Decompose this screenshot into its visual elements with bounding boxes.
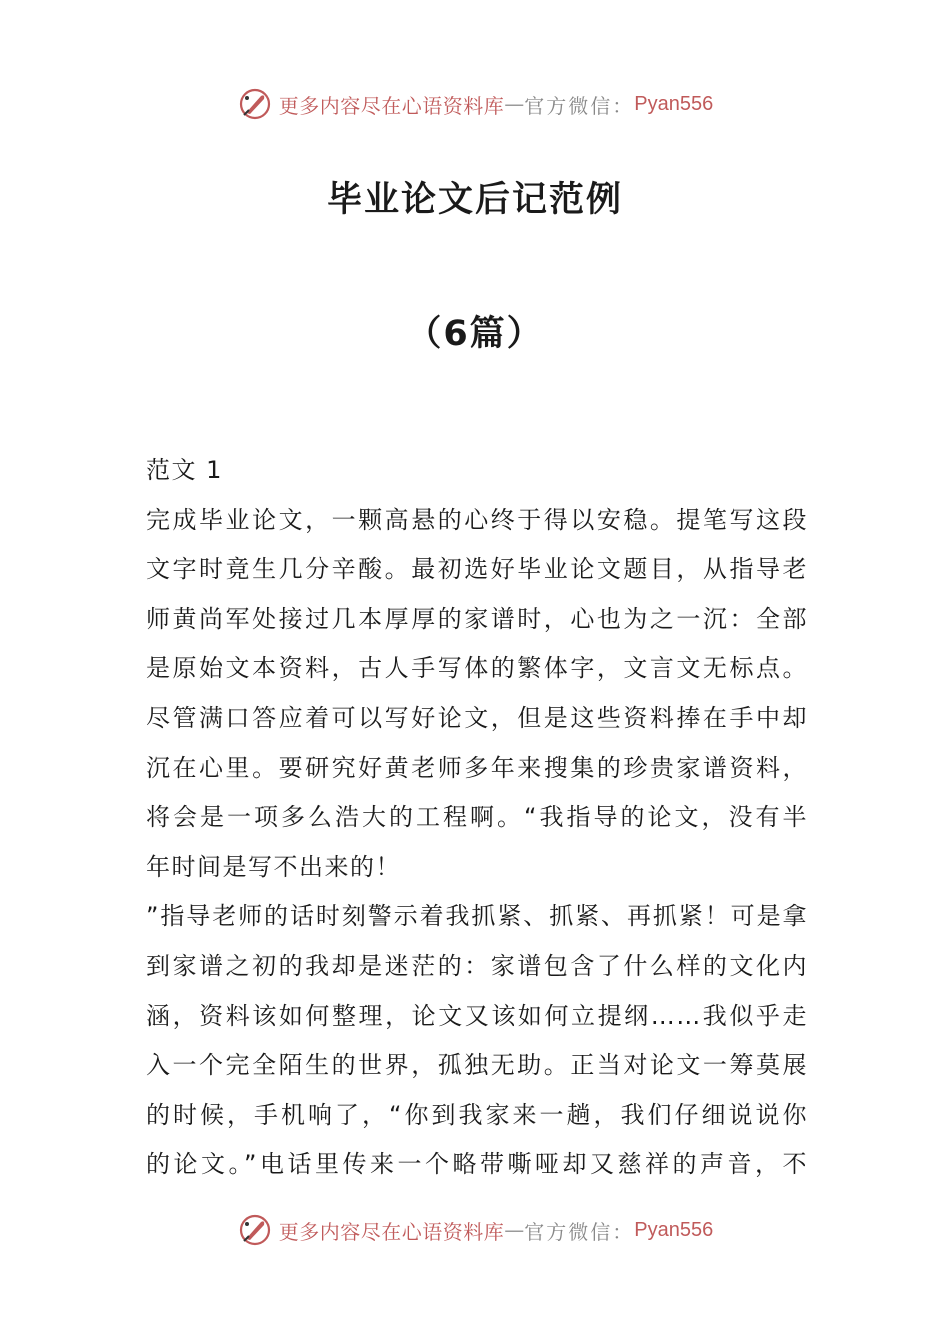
banner-wechat-label: 官方微信： — [524, 1219, 635, 1244]
body-line: 尽管满口答应着可以写好论文，但是这些资料捧在手中却 — [146, 703, 808, 732]
quill-pen-circle-icon — [237, 1212, 273, 1248]
banner-text: 更多内容尽在心语资料库 — [278, 1219, 505, 1244]
banner-wechat-id: Pyan556 — [634, 92, 714, 115]
quill-pen-circle-icon — [237, 86, 273, 122]
banner-separator: — — [504, 1218, 525, 1242]
document-subtitle: （6篇） — [406, 314, 544, 354]
body-line: 将会是一项多么浩大的工程啊。“我指导的论文，没有半 — [146, 803, 808, 832]
banner-wechat-label: 官方微信： — [524, 93, 635, 118]
body-line: 是原始文本资料，古人手写体的繁体字，文言文无标点。 — [146, 654, 808, 683]
body-line: 入一个完全陌生的世界，孤独无助。正当对论文一筹莫展 — [146, 1051, 808, 1080]
section-label: 范文 1 — [146, 456, 223, 484]
body-line: 涵，资料该如何整理，论文又该如何立提纲……我似乎走 — [146, 1001, 808, 1030]
footer-banner — [0, 1210, 950, 1250]
body-line: 的论文。”电话里传来一个略带嘶哑却又慈祥的声音，不 — [146, 1150, 808, 1179]
body-line: 的时候，手机响了，“你到我家来一趟，我们仔细说说你 — [146, 1100, 808, 1129]
body-line: 师黄尚军处接过几本厚厚的家谱时，心也为之一沉：全部 — [146, 604, 808, 633]
body-line: 年时间是写不出来的！ — [146, 852, 401, 881]
body-line: 完成毕业论文，一颗高悬的心终于得以安稳。提笔写这段 — [146, 505, 808, 534]
banner-wechat-id: Pyan556 — [634, 1218, 714, 1241]
body-line: 沉在心里。要研究好黄老师多年来搜集的珍贵家谱资料， — [146, 753, 808, 782]
body-line: ”指导老师的话时刻警示着我抓紧、抓紧、再抓紧！可是拿 — [146, 902, 808, 931]
banner-separator: — — [504, 92, 525, 116]
body-line: 到家谱之初的我却是迷茫的：家谱包含了什么样的文化内 — [146, 951, 808, 980]
document-title: 毕业论文后记范例 — [326, 180, 623, 220]
banner-text: 更多内容尽在心语资料库 — [278, 93, 505, 118]
document-body — [146, 446, 808, 1190]
header-banner — [0, 84, 950, 124]
body-line: 文字时竟生几分辛酸。最初选好毕业论文题目，从指导老 — [146, 555, 808, 584]
